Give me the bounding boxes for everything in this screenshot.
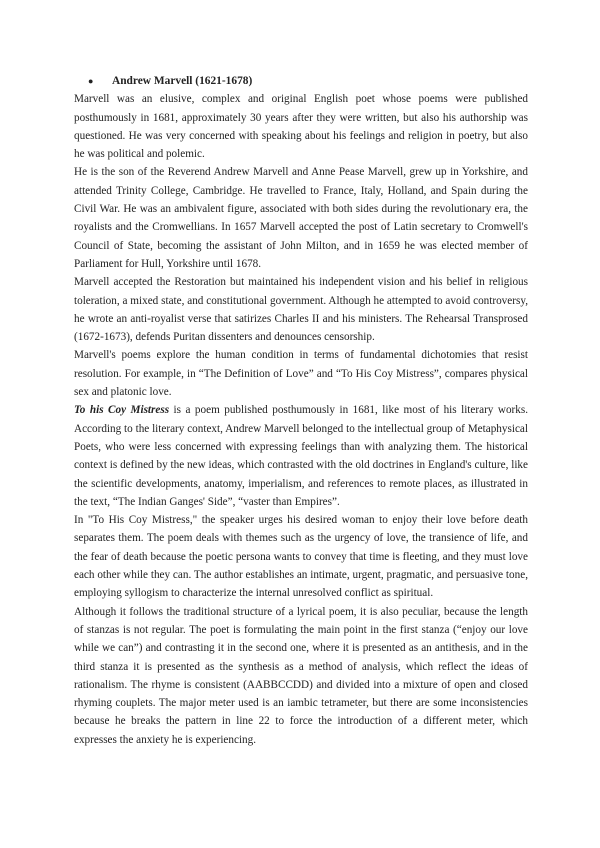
document-body — [74, 72, 528, 749]
paragraph-restoration: Marvell accepted the Restoration but maintained his independent vision and his belief in religious toleration, a mixed state, and constitutional government. Although he attempted to avoid controversy, he wrote an anti-royalist verse that satirizes Charles II and his ministers. The Rehearsal Transprosed (1672-1673), defends Puritan dissenters and denounces censorship. — [74, 276, 528, 344]
poem-title: To his Coy Mistress — [74, 404, 170, 417]
paragraph-biography: He is the son of the Reverend Andrew Marvell and Anne Pease Marvell, grew up in Yorkshire, and attended Trinity College, Cambridge. He travelled to France, Italy, Holland, and Spain during the Civil War. He was an ambivalent figure, associated with both sides during the revolutionary era, the royalists and the Cromwellians. In 1657 Marvell accepted the post of Latin secretary to Cromwell's Council of State, becoming the assistant of John Milton, and in 1659 he was elected member of Parliament for Hull, Yorkshire until 1678. — [74, 166, 528, 270]
paragraph-coy-mistress-text: is a poem published posthumously in 1681, like most of his literary works. According to the literary context, Andrew Marvell belonged to the intellectual group of Metaphysical Poets, who were less concerned with expressing feelings than with analyzing them. The historical context is defined by the new ideas, which contrasted with the old doctrines in England's culture, like the scientific developments, anatomy, imperialism, and references to remote places, as illustrated in the text, “The Indian Ganges' Side”, “vaster than Empires”. — [74, 404, 529, 508]
paragraph-speaker: In "To His Coy Mistress," the speaker urges his desired woman to enjoy their love before death separates them. The poem deals with themes such as the urgency of love, the transience of life, and the fear of death because the poetic persona wants to convey that time is fleeting, and they must love each other while they can. The author establishes an intimate, urgent, pragmatic, and persuasive tone, employing syllogism to characterize the internal unresolved conflict as spiritual. — [74, 514, 528, 600]
paragraph-themes: Marvell's poems explore the human condition in terms of fundamental dichotomies that resist resolution. For example, in “The Definition of Love” and “To His Coy Mistress”, compares physical sex and platonic love. — [74, 349, 528, 399]
section-heading — [74, 72, 528, 90]
paragraph-coy-mistress — [74, 401, 528, 511]
paragraph-intro: Marvell was an elusive, complex and original English poet whose poems were published posthumously in 1681, approximately 30 years after they were written, but also his authorship was questioned. He was very concerned with speaking about his feelings and religion in poetry, but also he was political and polemic. — [74, 93, 528, 161]
bullet-icon: ● — [88, 76, 94, 86]
paragraph-structure: Although it follows the traditional structure of a lyrical poem, it is also peculiar, because the length of stanzas is not regular. The poet is formulating the main point in the first stanza (“enjoy our love while we can”) and contrasting it in the second one, where it is presented as an antithesis, and in the third stanza it is presented as the synthesis as a method of analysis, which reflect the ideas of rationalism. The rhyme is consistent (AABBCCDD) and divided into a mixture of open and closed rhyming couplets. The major meter used is an iambic tetrameter, but there are some inconsistencies because he breaks the pattern in line 22 to force the introduction of a different meter, which expresses the anxiety he is experiencing. — [74, 605, 528, 746]
heading-text: Andrew Marvell (1621-1678) — [112, 75, 253, 87]
